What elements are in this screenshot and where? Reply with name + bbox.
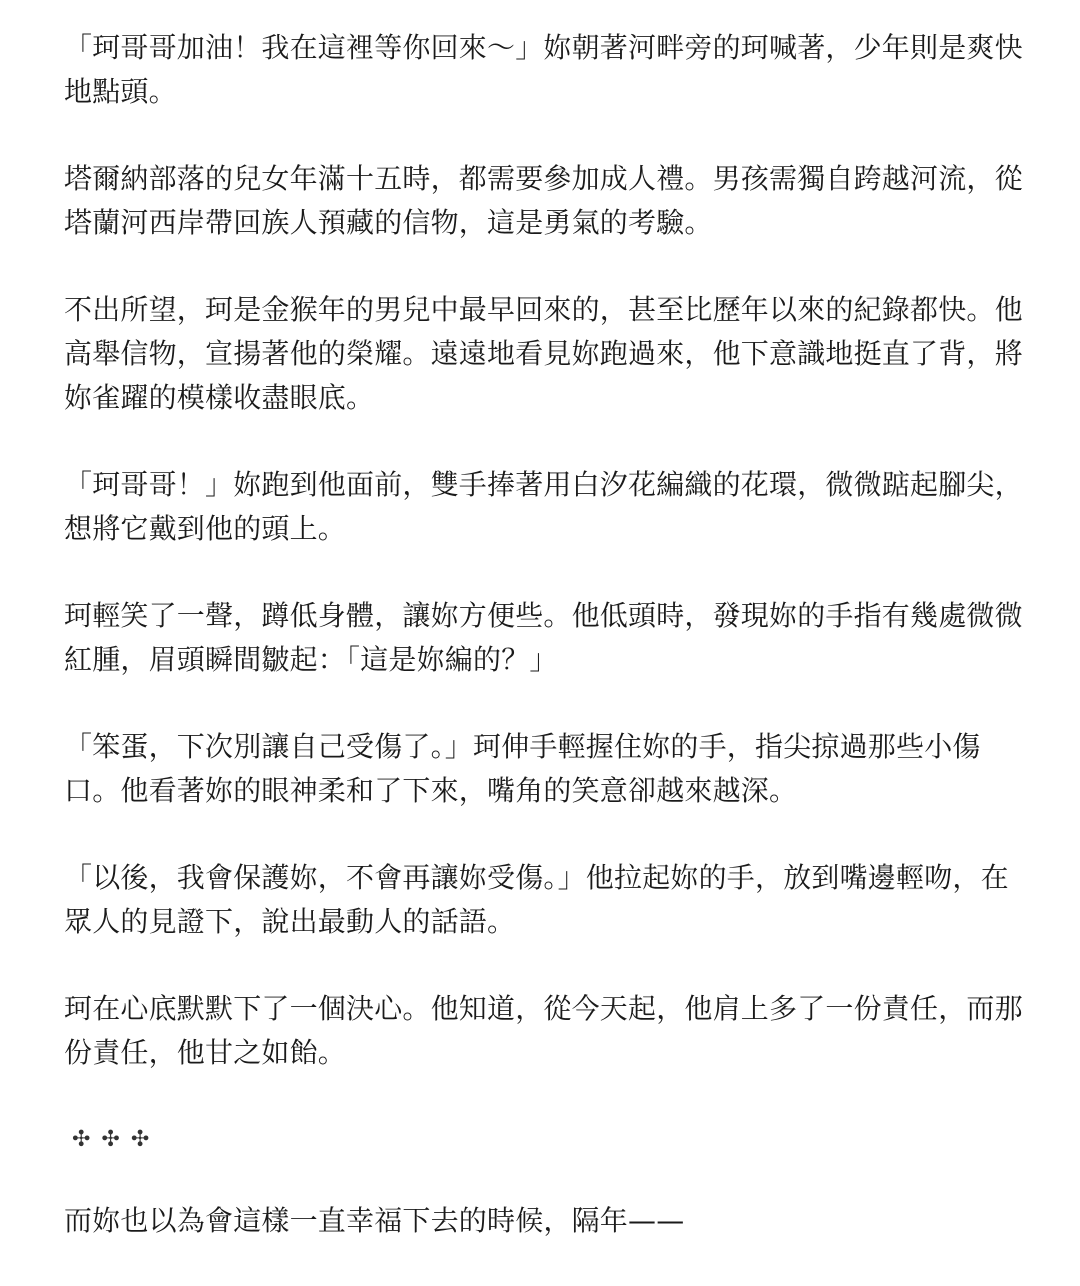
story-page [64,26,1024,1286]
paragraph-1: 「珂哥哥加油！我在這裡等你回來～」妳朝著河畔旁的珂喊著，少年則是爽快地點頭。 [64,31,1023,108]
section-separator: ✣ ✣ ✣ [72,1127,152,1152]
paragraph-2: 塔爾納部落的兒女年滿十五時，都需要參加成人禮。男孩需獨自跨越河流，從塔蘭河西岸帶回族人預藏的信物，這是勇氣的考驗。 [64,162,1023,239]
paragraph-4: 「珂哥哥！」妳跑到他面前，雙手捧著用白汐花編織的花環，微微踮起腳尖，想將它戴到他的頭上。 [64,468,1023,545]
paragraph-3: 不出所望，珂是金猴年的男兒中最早回來的，甚至比歷年以來的紀錄都快。他高舉信物，宣揚著他的榮耀。遠遠地看見妳跑過來，他下意識地挺直了背，將妳雀躍的模樣收盡眼底。 [64,293,1023,414]
paragraph-6: 「笨蛋，下次別讓自己受傷了。」珂伸手輕握住妳的手，指尖掠過那些小傷口。他看著妳的眼神柔和了下來，嘴角的笑意卻越來越深。 [64,730,981,807]
closing-paragraph: 而妳也以為會這樣一直幸福下去的時候，隔年—— [64,1204,685,1237]
paragraph-8: 珂在心底默默下了一個決心。他知道，從今天起，他肩上多了一份責任，而那份責任，他甘之如飴。 [64,992,1023,1069]
paragraph-7: 「以後，我會保護妳，不會再讓妳受傷。」他拉起妳的手，放到嘴邊輕吻，在眾人的見證下，說出最動人的話語。 [64,861,1009,938]
paragraph-5: 珂輕笑了一聲，蹲低身體，讓妳方便些。他低頭時，發現妳的手指有幾處微微紅腫，眉頭瞬間皺起：「這是妳編的？」 [64,599,1023,676]
